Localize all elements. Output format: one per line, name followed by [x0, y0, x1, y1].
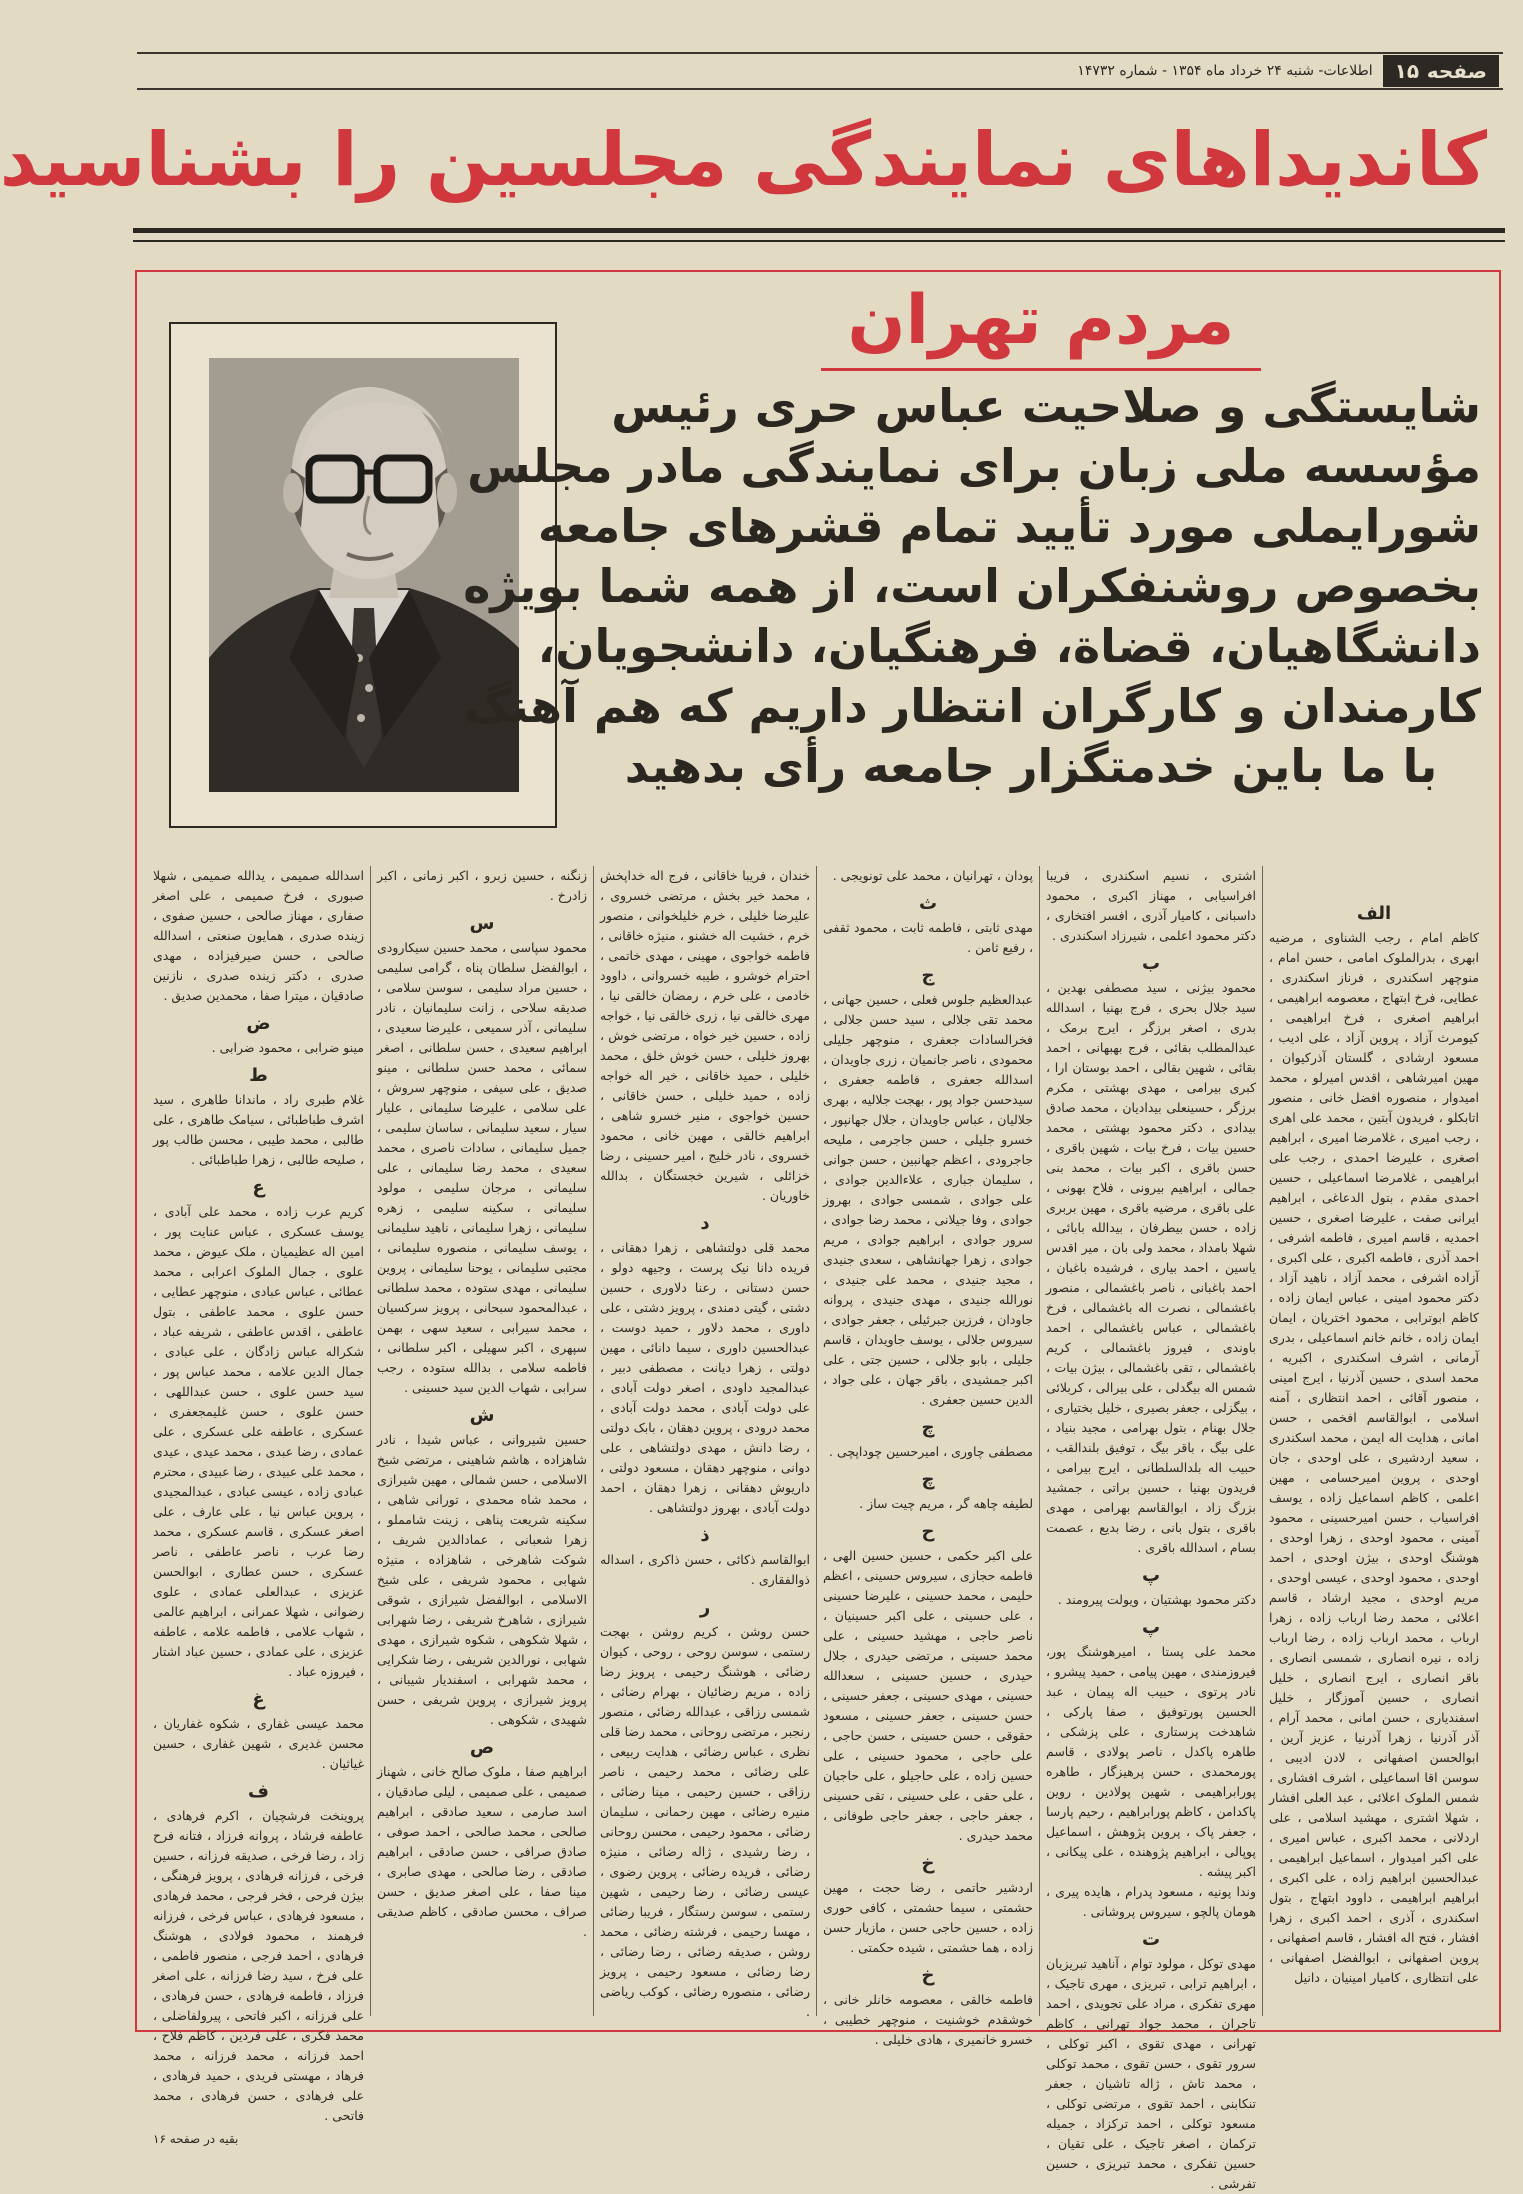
announcement-line: مؤسسه ملی زبان برای نمایندگی مادر مجلس: [467, 439, 1481, 493]
page-number: ۱۵: [1394, 59, 1420, 83]
announcement-line: شورایملی مورد تأیید تمام قشرهای جامعه: [537, 499, 1481, 553]
candidate-names: مصطفی چاوری ، امیرحسین چوداپچی .: [829, 1444, 1033, 1459]
candidate-names: اشتری ، نسیم اسکندری ، فریبا افراسیابی ، مهناز اکبری ، محمود داسبانی ، کامیار آذری ، افسر افتخاری ، دکتر محمود اعلمی ، شیرزاد اسکندری .: [1046, 868, 1256, 943]
sub-headline-underline: [821, 368, 1261, 371]
candidate-names: زنگنه ، حسین زبرو ، اکبر زمانی ، اکبر زادرخ .: [377, 868, 587, 903]
section-letter: چ: [921, 1417, 935, 1438]
section-letter: پ: [1141, 1617, 1161, 1638]
candidate-names: محمود بیژنی ، سید مصطفی بهدین ، سید جلال بحری ، فرج بهنیا ، اسدالله بدری ، اصغر برزگر ، ایرج برمک ، عبدالمطلب بقائی ، فرج بهبهانی ، احمد بقائی ، شهین بقالی ، احمد بوستان ارا ، کبری بیرامی ، مهدی بهشتی ، مکرم برزگر ، حسینعلی بیدادیان ، محمد صادق بیدادی ، دکتر محمود بهشتی ، محمد حسین بیات ، فرخ بیات ، شهین باقری ، حسن باقری ، اکبر بیات ، محمد بنی جمالی ، ابراهیم بیرونی ، فلاح بهونی ، علی باقری ، مرضیه باقری ، مهین بربری زاده ، حسن بیطرفان ، بیدالله بابائی ، شهلا بامداد ، محمد ولی بان ، میر اقدس یاسین ، احمد بیاری ، فرشیده باغبان ، احمد باغبانی ، ناصر باغشمالی ، منصور باغشمالی ، نصرت اله باغشمالی ، فرخ باغشمالی ، عباس باغشمالی ، احمد باوندی ، فیروز باغشمالی ، کریم باغشمالی ، تقی باغشمالی ، بیژن بیات ، شمس اله بیگدلی ، علی بیرالی ، کربلائی ، بیگزلی ، جعفر بصیری ، خلیل بختیاری ، جلال بهنام ، بتول بهرامی ، مجید بنیاد ، علی بیگ ، باقر بیگ ، توفیق بلندالقب ، حبیب اله بلدالسلطانی ، ایرج بیرامی ، فریدون بهنیا ، حسین براتی ، جمشید بزرگ زاد ، ابوالقاسم بهرامی ، مهدی باقری ، بتول بانی ، رضا بدیع ، عصمت بسام ، اسدالله باقری .: [1046, 980, 1256, 1555]
candidate-names: مهدی توکل ، مولود توام ، آناهید تبریزیان ، ابراهیم ترابی ، تبریزی ، مهری تاجیک ، مهری تفکری ، مراد علی تجویدی ، احمد تاجران ، محمد جواد تهرانی ، کاظم تهرانی ، مهدی تقوی ، اکبر توکلی ، سرور تقوی ، حسن تقوی ، محمد توکلی ، محمد تاش ، ژاله تاشیان ، جعفر تنکابنی ، احمد تقوی ، مرتضی توکلی ، مسعود توکلی ، احمد ترکزاد ، جمیله ترکمان ، اصغر تاجیک ، علی تقیان ، حسین تفکری ، محمد تبریزی ، حسین تفرشی .: [1046, 1956, 1256, 2191]
candidate-names: حسن روشن ، کریم روشن ، بهجت رستمی ، سوسن روحی ، روحی ، کیوان رضائی ، هوشنگ رحیمی ، پرویز رضا زاده ، مریم رضائیان ، بهرام رضائی ، شمسی رزاقی ، عبدالله رضائی ، منصور رنجبر ، مرتضی روحانی ، محمد رضا قلی نظری ، عباس رضائی ، هدایت ربیعی ، علی رضائی ، محمد رحیمی ، ناصر رزاقی ، حسین رحیمی ، مینا رضائی ، منیره رضائی ، مهین رحمانی ، سلیمان رضائی ، محمود رحیمی ، محسن روحانی ، رضا رشیدی ، ژاله رضائی ، منیژه رضائی ، فریده رضائی ، پروین رضوی ، عیسی رضائی ، رضا رحیمی ، شهین رستمی ، سوسن رستگار ، فریبا رضائی ، مهسا رحیمی ، فرشته رضائی ، محمد روشن ، صدیقه رضائی ، رضا رضائی ، رضا رضائی ، مسعود رحیمی ، پرویز رضائی ، منصوره رضائی ، کوکب ریاضی .: [600, 1624, 810, 2019]
announcement-line: دانشگاهیان، قضاة، فرهنگیان، دانشجویان،: [537, 619, 1481, 673]
candidate-names: مهدی ثابتی ، فاطمه ثابت ، محمود ثقفی ، رفیع ثامن .: [823, 920, 1033, 955]
candidate-names: محمد قلی دولتشاهی ، زهرا دهقانی ، فریده دانا نیک پرست ، وجیهه دولو ، حسن دستانی ، رعنا دلاوری ، حسین دشتی ، گیتی دمندی ، پرویز دشتی ، علی داوری ، محمد دلاور ، حمید دوست ، عبدالحسین داوری ، سیما دانائی ، مهین دولتی ، زهرا دیانت ، مصطفی دبیر ، عبدالمجید داودی ، اصغر دولت آبادی ، علی دولت آبادی ، محمد دولت آبادی ، محمد درودی ، پروین دهقان ، بابک دولتی ، رضا دانش ، مهدی دولتشاهی ، علی دوانی ، منوچهر دهقان ، مسعود دولتی ، داریوش دهقانی ، زهرا دهقان ، احمد دولت آبادی ، بهروز دولتشاهی .: [600, 1240, 810, 1515]
headline-rule-thick: [133, 228, 1505, 233]
section-letter: ع: [252, 1177, 265, 1198]
candidate-names: علی اکبر حکمی ، حسین حسین الهی ، فاطمه حجازی ، سیروس حسینی ، اعظم حلیمی ، محمد حسینی ، علیرضا حسینی ، علی حسینی ، علی اکبر حسینیان ، ناصر حاجی ، مهشید حسینی ، علی محمد حسینی ، مرتضی حیدری ، جلال حیدری ، حسین حسینی ، سعدالله حسینی ، مهدی حسینی ، جعفر حسینی ، حسن حسینی ، جعفر حسینی ، مسعود حقوقی ، حسن حسینی ، حسن حاجی ، علی حاجی ، محمود حسینی ، علی حسین زاده ، علی حاجیلو ، علی حاجیان ، علی حقی ، علی حسینی ، تقی حسینی ، جعفر حاجی ، جعفر حاجی طوفانی ، محمد حیدری .: [823, 1548, 1033, 1843]
section-letter: ث: [918, 893, 938, 914]
candidate-names: پودان ، تهرانیان ، محمد علی تونویجی .: [832, 868, 1033, 883]
headline-rule-thin: [133, 240, 1505, 242]
section-letter: ف: [248, 1781, 269, 1802]
candidate-names: خندان ، فریبا خاقانی ، فرج اله خداپخش ، محمد خیر بخش ، مرتضی خسروی ، علیرضا خلیلی ، خرم خلیلخوانی ، منصور خرم ، خشیت اله خشنو ، منیژه خاقانی ، فاطمه خواجوی ، مهینی ، مهدی خاتمی ، احترام خوشرو ، طیبه خسروانی ، داوود خادمی ، علی خرم ، رمضان خالقی نیا ، مهری خالقی نیا ، زری خالقی نیا ، خواجه زاده ، حسین خیر خواه ، مرتضی خوش ، بهروز خلیلی ، حسن خوش خلق ، محمد خلیلی ، حمید خاقانی ، خیر اله خواجه زاده ، حمید خلیلی ، حسن خاقانی ، حسین خواجوی ، منیر خسرو شاهی ، ابراهیم خالقی ، مهین خانی ، محمود خسروی ، نادر خلیج ، امیر حسینی ، رضا خزائلی ، شیرین خجستگان ، بدالله خاوریان .: [600, 868, 810, 1203]
announcement-line: با ما باین خدمتگزار جامعه رأی بدهید: [624, 739, 1438, 793]
candidate-names: محمد عیسی غفاری ، شکوه غفاریان ، محسن غدیری ، شهین غفاری ، حسین غیاثیان .: [153, 1716, 364, 1771]
section-letter: غ: [252, 1689, 265, 1710]
candidate-names: مینو ضرابی ، محمود ضرابی .: [211, 1040, 364, 1055]
candidate-names: دکتر محمود بهشتیان ، ویولت پیرومند .: [1057, 1592, 1256, 1607]
announcement-text: [463, 376, 1481, 856]
section-letter: ش: [469, 1405, 495, 1426]
candidate-names: محمود سپاسی ، محمد حسین سیکارودی ، ابوالفضل سلطان پناه ، گرامی سلیمی ، حسین مراد سلیمی ، سوسن سلامی ، صدیقه سلاحی ، زانت سلیمانیان ، نادر سلیمانی ، آذر سمیعی ، علیرضا سعیدی ، ابراهیم سعیدی ، حسن سلطانی ، اصغر سمائی ، محمد حسن سلطانی ، مینو صدیق ، علی سیفی ، منوچهر سروش ، علی سلامی ، علیرضا سلیمانی ، علیار سیار ، سعید سلیمانی ، ساسان سلیمی ، جمیل سلیمانی ، سادات ناصری ، محمد سعیدی ، محمد رضا سلیمانی ، علی سلیمانی ، مرجان سلیمی ، مولود سلیمانی ، سکینه سلیمی ، زهره سلیمانی ، زهرا سلیمانی ، ناهید سلیمانی ، یوسف سلیمانی ، منصوره سلیمانی ، مجتبی سلیمانی ، یوحنا سلیمانی ، پروین سلیمانی ، مهدی ستوده ، محمد سلطانی ، عبدالمحمود سبحانی ، پرویز سرکسیان ، محمد سیرابی ، سعید سهی ، بهمن سپهری ، اکبر سهیلی ، اکبر سلطانی ، فاطمه سلامی ، بدالله ستوده ، رجب سرابی ، شهاب الدین سید حسینی .: [377, 940, 587, 1395]
section-letter: ذ: [700, 1525, 710, 1546]
candidate-column: [147, 866, 370, 2146]
section-letter: خ: [921, 1965, 935, 1986]
page-number-badge: [1383, 55, 1499, 87]
continued-note: بقیه در صفحه ۱۶: [153, 2132, 239, 2146]
section-letter: ص: [469, 1737, 495, 1758]
section-letter: ت: [1141, 1929, 1161, 1950]
candidate-names: وندا پونیه ، مسعود پدرام ، هایده پیری ، هومان پالچو ، سیروس پروشانی .: [1046, 1884, 1256, 1919]
section-letter: س: [469, 913, 495, 934]
candidate-column: [1039, 866, 1262, 2191]
section-letter: ب: [1141, 953, 1161, 974]
candidate-names: پروینخت فرشچیان ، اکرم فرهادی ، عاطفه فرشاد ، پروانه فرزاد ، فتانه فرح زاد ، رضا فرخی ، صدیقه فرزانه ، حسین فرخی ، فرزانه فرهادی ، پرویز فرهنگی ، بیژن فرحی ، فخر فرجی ، محمد فرهادی ، مسعود فرهادی ، عباس فرخی ، فرزانه فرهمند ، محمود فولادی ، هوشنگ فرهادی ، احمد فرجی ، منصور فاطمی ، علی فرخ ، سید رضا فرزانه ، علی اصغر فرزاد ، فاطمه فرهادی ، حسن فرهادی ، علی فرزانه ، اکبر فاتحی ، پیرولفاضلی ، محمد فکری ، علی فردین ، کاظم فلاح ، احمد فرزانه ، محمد فرزانه ، محمد فرهاد ، مهستی فریدی ، حمید فرهادی ، علی فرهادی ، حسن فرهادی ، محمد فاتحی .: [153, 1808, 364, 2123]
candidate-names: اسدالله صمیمی ، یدالله صمیمی ، شهلا صبوری ، فرخ صمیمی ، علی اصغر صفاری ، مهناز صالحی ، حسین صفوی ، زینده صدری ، همایون صنعتی ، اسدالله صالحی ، حسن صیرفیزاده ، مهدی صدری ، دکتر زینده صدری ، نازنین صادقیان ، میترا صفا ، محمدین صدیق .: [153, 868, 364, 1003]
section-letter: ض: [246, 1013, 271, 1034]
candidate-column: [816, 866, 1039, 2047]
page-word: صفحه: [1426, 59, 1487, 83]
candidate-names: ابراهیم صفا ، ملوک صالح خانی ، شهناز صمیمی ، علی صمیمی ، لیلی صادقیان ، اسد صارمی ، سعید صادقی ، ابراهیم صالحی ، محمد صالحی ، احمد صوفی ، صادق صرافی ، حسن صادقی ، ابراهیم صادقی ، رضا صالحی ، مهدی صابری ، مینا صفا ، علی اصغر صدیق ، حسن صراف ، محسن صادقی ، کاظم صدیقی .: [377, 1764, 587, 1939]
section-letter: پ: [1141, 1565, 1161, 1586]
candidate-column: [370, 866, 593, 2016]
candidate-names: فاطمه خالقی ، معصومه خانلر خانی ، خوشقدم خوشنیت ، منوچهر خطیبی ، خسرو خانمیری ، هادی خلیلی .: [823, 1992, 1033, 2047]
candidate-names: غلام طبری راد ، ماندانا طاهری ، سید اشرف طباطبائی ، سیامک طاهری ، علی طالبی ، محمد طیبی ، محسن طالب پور ، صلیحه طالبی ، زهرا طباطبائی .: [153, 1092, 364, 1167]
page-headline: کاندیداهای نمایندگی مجلسین را بشناسید: [0, 117, 1487, 203]
candidate-list: [145, 866, 1485, 2191]
section-letter: خ: [921, 1853, 935, 1874]
issue-line: اطلاعات- شنبه ۲۴ خرداد ماه ۱۳۵۴ - شماره ۱۴۷۳۲: [1077, 63, 1373, 79]
candidate-names: عبدالعظیم جلوس فعلی ، حسین جهانی ، محمد تقی جلالی ، سید حسن جلالی ، فخرالسادات جعفری ، منوچهر جلیلی محمودی ، ناصر جانمیان ، زری جاویدان ، اسدالله جعفری ، فاطمه جعفری ، سیدحسن جواد پور ، بهجت جلالیه ، بهری جلالیان ، عباس جاویدان ، جلال جهانپور ، خسرو جلیلی ، حسن جاجرمی ، ملیحه جاجرودی ، اعظم جهانبین ، حسن جوانی ، سلیمان جباری ، علاءالدین جوادی ، علی جوادی ، شمسی جوادی ، بهروز جوادی ، وفا جیلانی ، محمد رضا جوادی ، سرور جوادی ، ابراهیم جوادی ، مریم جوادی ، زهرا جهانشاهی ، سعدی جنیدی ، مجید جنیدی ، محمد علی جنیدی ، نورالله جنیدی ، مهدی جنیدی ، پروانه جاودان ، فرزین جبرئیلی ، جعفر جوادی ، سیروس جلالی ، یوسف جاویدان ، قاسم جلیلی ، بابو جلالی ، حسین جتی ، علی اکبر جمشیدی ، باقر جهان ، علی جواد ، الدین حسین جعفری .: [823, 992, 1033, 1407]
announcement-line: شایستگی و صلاحیت عباس حری رئیس: [611, 379, 1481, 433]
candidate-names: حسین شیروانی ، عباس شیدا ، نادر شاهزاده ، هاشم شاهینی ، مرتضی شیخ الاسلامی ، حسن شمالی ، مهین شیرازی ، محمد شاه محمدی ، تورانی شاهی ، سکینه شریعت پناهی ، زینت شامملو ، زهرا شعبانی ، عمادالدین شریف ، شوکت شاهرخی ، شاهزاده ، منیژه شهابی ، محمود شریفی ، علی شیخ الاسلامی ، ابوالفضل شیرازی ، شوقی شیرازی ، شاهرخ شریفی ، رضا شهرابی ، شهلا شکوهی ، شکوه شیرازی ، مهدی شهابی ، نورالدین شریفی ، رضا شکرایی ، محمد شهرابی ، اسفندیار شیبانی ، پرویز شیرازی ، پروین شریفی ، حسن شهیدی ، شکوهی .: [377, 1432, 587, 1727]
candidate-names: کاظم امام ، رجب الشناوی ، مرضیه ابهری ، بدرالملوک امامی ، حسن امام ، منوچهر اسکندری ، فرناز اسکندری ، عطایی، فرخ ابتهاج ، معصومه ابراهیمی ، ابراهیم اصغری ، فرخ ابراهیمی ، کیومرث آزاد ، پروین آزاد ، علی ادیب ، مسعود ارشادی ، گلستان آذرکیوان ، مهین امیرشاهی ، اقدس امیرلو ، محمد امیدوار ، منصوره افضل خانی ، منصور اتابکلو ، فریدون آبتین ، محمد علی اهری ، رجب امیری ، غلامرضا امیری ، ابراهیم اصغری ، علیرضا احمدی ، رجب علی ابراهیمی ، غلامرضا اسماعیلی ، حسین احمدی مقدم ، بتول الدعاغی ، ابراهیم ایرانی صفت ، علیرضا اصغری ، حسین احمدیه ، قاسم امیری ، فاطمه اشرفی ، احمد آذری ، فاطمه اکبری ، علی اکبری ، آزاده اشرفی ، محمد آزاد ، ناهید آزاد ، دکتر محمود امینی ، عباس ایمان زاده ، کاظم ابوترابی ، محمود اختریان ، ایمان ایمان زاده ، خانم خانم اسماعیلی ، بدری آرمانی ، اشرف اسکندری ، اکبریه ، محمد اسدی ، حسین آذرنیا ، ایرج امینی ، منصور آقائی ، احمد انتظاری ، آمنه اسلامی ، ابوالقاسم افخمی ، حسن امانی ، هدایت اله ایمن ، محمد اسکندری ، سعید اردشیری ، علی اوحدی ، جان اوحدی ، پروین امیرحسامی ، مهین اعلمی ، کاظم اسماعیل زاده ، یوسف افراسیاب ، حسن امیرحسینی ، محمود آمینی ، محمود اوحدی ، زهرا اوحدی ، هوشنگ اوحدی ، بیژن اوحدی ، احمد اوحدی ، محمود اوحدی ، عیسی اوحدی ، مریم اوحدی ، مجید ارشاد ، قاسم اعلائی ، محمد رضا ارباب زاده ، زهرا ارباب ، محمد ارباب زاده ، رضا ارباب زاده ، نیره انصاری ، شمسی انصاری ، باقر انصاری ، ایرج انصاری ، خلیل انصاری ، حسین آموزگار ، خلیل اسفندیاری ، حسن امانی ، محمد آرام ، آذر آذرنیا ، زهرا آذرنیا ، عزیز آرین ، ابوالحسن اصفهانی ، لادن ادیبی ، سوسن اقا اسماعیلی ، اشرف افشاری ، شمس الملوک اعلائی ، عبد العلی افشار ، شهلا اشتری ، مهشید اسلامی ، علی اردلانی ، محمد اکبری ، عباس امیری ، علی اکبر امیدوار ، اسماعیل ابراهیمی ، عبدالحسین ابراهیم زاده ، علی اکبری ، ابراهیم ابراهیمی ، داوود ابتهاج ، بتول اسکندری ، آذری ، احمد اکبری ، زهرا افشار ، فتح اله افشار ، قاسم اصفهانی ، پروین اصفهانی ، ابوالفضل اصفهانی ، علی انتظاری ، کامیار امینیان ، دانیل: [1269, 930, 1479, 1985]
candidate-names: اردشیر حاتمی ، رضا حجت ، مهین حشمتی ، سیما حشمتی ، کافی حوری زاده ، حسین حاجی حسن ، مازیار حسن زاده ، هما حشمتی ، شیده حکمتی .: [823, 1880, 1033, 1955]
section-letter: ح: [921, 1521, 935, 1542]
candidate-column: [593, 866, 816, 2019]
announcement-line: بخصوص روشنفکران است، از همه شما بویژه: [463, 559, 1481, 613]
section-letter: چ: [921, 1469, 935, 1490]
candidate-names: محمد علی پستا ، امیرهوشنگ پور، فیروزمندی ، مهین پیامی ، حمید پیشرو ، نادر پرتوی ، حبیب اله پیمان ، عبد الحسین پورتوفیق ، صفا پارکی ، شاهدخت پرستاری ، علی پزشکی ، طاهره پاکدل ، ناصر پولادی ، قاسم پورمحمدی ، حسن پرهیزگار ، طاهره پورابراهیمی ، شهین پولادین ، روین پاکدامن ، کاظم پورابراهیم ، رحیم پارسا ، جعفر پاک ، پروین پژوهش ، اسماعیل پوپالی ، ابراهیم پژوهنده ، علی پیکانی ، اکبر پیشه .: [1046, 1644, 1256, 1879]
sub-headline: مردم تهران: [821, 275, 1261, 367]
candidate-names: ابوالقاسم ذکائی ، حسن ذاکری ، اسداله ذوالفقاری .: [600, 1552, 810, 1587]
announcement-line: کارمندان و کارگران انتظار داریم که هم آهنگ: [464, 679, 1481, 733]
candidate-names: لطیفه چاهه گر ، مریم چیت ساز .: [859, 1496, 1033, 1511]
section-letter: د: [700, 1213, 710, 1234]
masthead: [137, 52, 1503, 90]
section-letter: الف: [1356, 903, 1392, 924]
section-letter: ر: [699, 1597, 711, 1618]
section-letter: ط: [249, 1065, 268, 1086]
section-letter: ج: [921, 965, 935, 986]
candidate-names: کریم عرب زاده ، محمد علی آبادی ، یوسف عسکری ، عباس عنایت پور ، امین اله عظیمیان ، ملک عیوض ، محمد علوی ، جمال الملوک اعرابی ، محمد عطائی ، عباس عبادی ، منوچهر عطایی ، حسن علوی ، محمد عاطفی ، بتول عاطفی ، اقدس عاطفی ، شریفه عباد ، شکراله عباس زادگان ، علی عبادی ، جمال الدین علامه ، محمد عباس پور ، سید حسن علوی ، حسن عبداللهی ، حسن علوی ، حسن غلیمجعفری ، عسکری ، عاطفه علی عسکری ، علی عمادی ، رضا عبدی ، محمد عیدی ، عیدی ، محمد علی عبیدی ، رضا عبیدی ، محترم عبادی زاده ، عیسی عبادی ، عبدالمجیدی ، پروین عباس نیا ، علی عارف ، علی اصغر عسکری ، قاسم عسکری ، محمد رضا عرب ، ناصر عاطفی ، ناصر عسکری ، حسن عطاری ، ابوالحسن عزیزی ، عبدالعلی عمادی ، علوی رضوانی ، شهلا عمرانی ، ابراهیم عالمی ، شهاب علامی ، فاطمه علامه ، عاطفه عزیزی ، علی عمادی ، حسین عباد اشتار ، فیروزه عباد .: [153, 1204, 364, 1679]
candidate-column: [1262, 866, 1485, 2016]
